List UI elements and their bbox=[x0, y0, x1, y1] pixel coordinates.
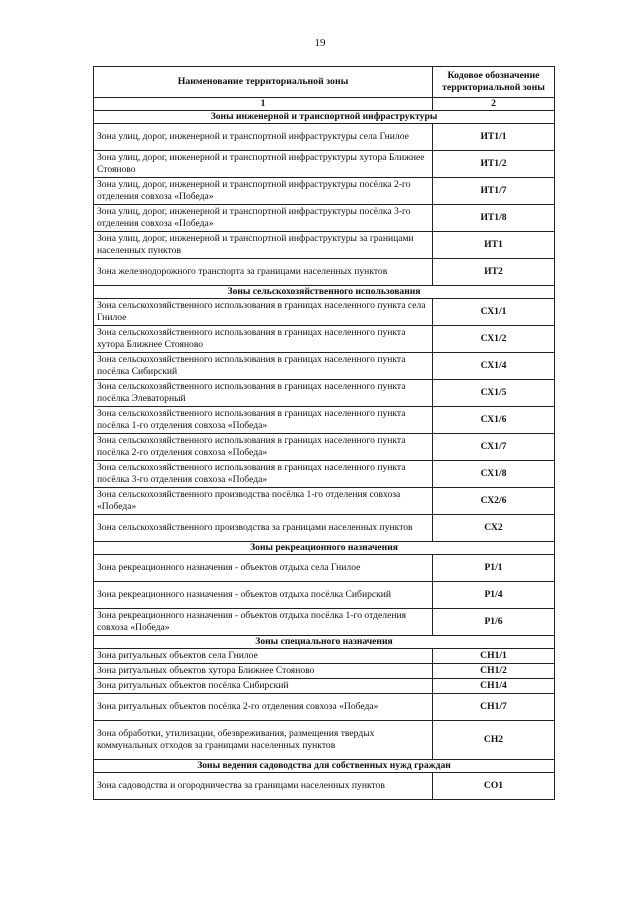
zones-body bbox=[94, 110, 555, 799]
table-row bbox=[94, 177, 555, 204]
zone-name: Зона сельскохозяйственного использования в границах населенного пункта посёлка 1-го отделения совхоза «Победа» bbox=[94, 406, 433, 433]
section-title: Зоны сельскохозяйственного использования bbox=[94, 285, 555, 298]
zone-name: Зона обработки, утилизации, обезвреживания, размещения твердых коммунальных отходов за границами населенных пунктов bbox=[94, 720, 433, 759]
table-row bbox=[94, 487, 555, 514]
section-title: Зоны специального назначения bbox=[94, 635, 555, 648]
section-row bbox=[94, 635, 555, 648]
zone-code: ИТ1 bbox=[433, 231, 555, 258]
zone-name: Зона улиц, дорог, инженерной и транспортной инфраструктуры хутора Ближнее Стояново bbox=[94, 150, 433, 177]
zone-name: Зона ритуальных объектов посёлка Сибирский bbox=[94, 678, 433, 693]
section-title: Зоны инженерной и транспортной инфраструктуры bbox=[94, 110, 555, 123]
table-row bbox=[94, 433, 555, 460]
zone-name: Зона улиц, дорог, инженерной и транспортной инфраструктуры за границами населенных пунктов bbox=[94, 231, 433, 258]
table-row bbox=[94, 352, 555, 379]
table-row bbox=[94, 693, 555, 720]
table-header-row bbox=[94, 67, 555, 98]
zone-name: Зона сельскохозяйственного использования в границах населенного пункта посёлка 2-го отделения совхоза «Победа» bbox=[94, 433, 433, 460]
table-row bbox=[94, 379, 555, 406]
table-row bbox=[94, 406, 555, 433]
table-row bbox=[94, 678, 555, 693]
zone-name: Зона сельскохозяйственного использования в границах населенного пункта посёлка Сибирский bbox=[94, 352, 433, 379]
table-row bbox=[94, 514, 555, 541]
zone-name: Зона улиц, дорог, инженерной и транспортной инфраструктуры села Гнилое bbox=[94, 123, 433, 150]
zone-code: Р1/1 bbox=[433, 554, 555, 581]
zone-code: СН1/1 bbox=[433, 648, 555, 663]
zone-code: СХ1/1 bbox=[433, 298, 555, 325]
zone-code: ИТ1/1 bbox=[433, 123, 555, 150]
zone-code: СХ1/6 bbox=[433, 406, 555, 433]
zone-name: Зона ритуальных объектов села Гнилое bbox=[94, 648, 433, 663]
zone-name: Зона сельскохозяйственного производства посёлка 1-го отделения совхоза «Победа» bbox=[94, 487, 433, 514]
zone-code: СХ1/7 bbox=[433, 433, 555, 460]
column-number-2: 2 bbox=[433, 98, 555, 111]
zone-code: Р1/6 bbox=[433, 608, 555, 635]
table-row bbox=[94, 772, 555, 799]
zone-name: Зона улиц, дорог, инженерной и транспортной инфраструктуры посёлка 3-го отделения совхоза «Победа» bbox=[94, 204, 433, 231]
section-row bbox=[94, 110, 555, 123]
table-row bbox=[94, 325, 555, 352]
zone-code: СХ2 bbox=[433, 514, 555, 541]
page-number: 19 bbox=[314, 37, 326, 49]
table-row bbox=[94, 720, 555, 759]
zone-name: Зона ритуальных объектов посёлка 2-го отделения совхоза «Победа» bbox=[94, 693, 433, 720]
table-row bbox=[94, 663, 555, 678]
header-zone-name: Наименование территориальной зоны bbox=[94, 67, 433, 98]
section-row bbox=[94, 759, 555, 772]
territorial-zones-table bbox=[93, 66, 555, 800]
zone-code: Р1/4 bbox=[433, 581, 555, 608]
zone-name: Зона сельскохозяйственного использования в границах населенного пункта села Гнилое bbox=[94, 298, 433, 325]
table-row bbox=[94, 231, 555, 258]
zone-code: СН1/4 bbox=[433, 678, 555, 693]
zone-name: Зона железнодорожного транспорта за границами населенных пунктов bbox=[94, 258, 433, 285]
zone-name: Зона рекреационного назначения - объектов отдыха села Гнилое bbox=[94, 554, 433, 581]
zone-name: Зона садоводства и огородничества за границами населенных пунктов bbox=[94, 772, 433, 799]
table-row bbox=[94, 150, 555, 177]
table-row bbox=[94, 460, 555, 487]
zone-code: ИТ1/7 bbox=[433, 177, 555, 204]
zone-name: Зона рекреационного назначения - объектов отдыха посёлка Сибирский bbox=[94, 581, 433, 608]
zone-code: СО1 bbox=[433, 772, 555, 799]
zone-code: СХ2/6 bbox=[433, 487, 555, 514]
zone-code: ИТ1/2 bbox=[433, 150, 555, 177]
section-title: Зоны рекреационного назначения bbox=[94, 541, 555, 554]
zone-name: Зона сельскохозяйственного производства за границами населенных пунктов bbox=[94, 514, 433, 541]
table-row bbox=[94, 204, 555, 231]
zone-name: Зона сельскохозяйственного использования в границах населенного пункта посёлка Элеваторный bbox=[94, 379, 433, 406]
zone-code: СН1/7 bbox=[433, 693, 555, 720]
column-numbers-row bbox=[94, 98, 555, 111]
zone-code: СХ1/4 bbox=[433, 352, 555, 379]
table-row bbox=[94, 554, 555, 581]
zone-name: Зона рекреационного назначения - объектов отдыха посёлка 1-го отделения совхоза «Победа» bbox=[94, 608, 433, 635]
zone-code: СХ1/2 bbox=[433, 325, 555, 352]
column-number-1: 1 bbox=[94, 98, 433, 111]
header-zone-code: Кодовое обозначение территориальной зоны bbox=[433, 67, 555, 98]
section-row bbox=[94, 541, 555, 554]
zone-code: СХ1/8 bbox=[433, 460, 555, 487]
table-row bbox=[94, 123, 555, 150]
table-row bbox=[94, 608, 555, 635]
zone-code: ИТ2 bbox=[433, 258, 555, 285]
section-title: Зоны ведения садоводства для собственных нужд граждан bbox=[94, 759, 555, 772]
zone-name: Зона ритуальных объектов хутора Ближнее Стояново bbox=[94, 663, 433, 678]
zone-code: СХ1/5 bbox=[433, 379, 555, 406]
zone-code: ИТ1/8 bbox=[433, 204, 555, 231]
table-row bbox=[94, 648, 555, 663]
zone-name: Зона сельскохозяйственного использования в границах населенного пункта посёлка 3-го отделения совхоза «Победа» bbox=[94, 460, 433, 487]
table-row bbox=[94, 298, 555, 325]
zone-name: Зона сельскохозяйственного использования в границах населенного пункта хутора Ближнее Стояново bbox=[94, 325, 433, 352]
zone-code: СН2 bbox=[433, 720, 555, 759]
table-row bbox=[94, 581, 555, 608]
zone-name: Зона улиц, дорог, инженерной и транспортной инфраструктуры посёлка 2-го отделения совхоза «Победа» bbox=[94, 177, 433, 204]
table-row bbox=[94, 258, 555, 285]
section-row bbox=[94, 285, 555, 298]
zone-code: СН1/2 bbox=[433, 663, 555, 678]
